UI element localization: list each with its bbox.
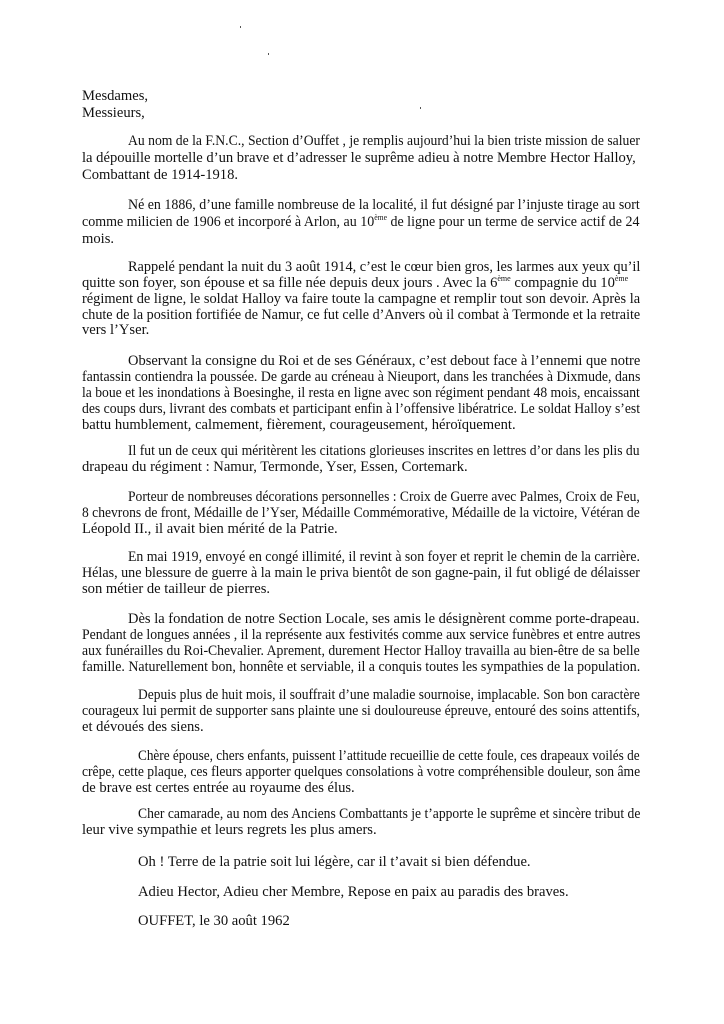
paragraph-line [128,197,640,214]
text-run: et dévoués des siens. [82,719,204,735]
text-run: drapeau du régiment : Namur, Termonde, Yser, Essen, Cortemark. [82,459,468,475]
text-run: Cher camarade, au nom des Anciens Combattants je t’apporte le suprême et sincère tribut de [138,806,641,822]
text-run: courageux lui permit de supporter sans plainte une si douloureuse épreuve, entouré des soins attentifs, [82,703,640,719]
paragraph-line [82,719,204,736]
text-run: Né en 1886, d’une famille nombreuse de la localité, il fut désigné par l’injuste tirage au sort [128,197,640,213]
text-run: 8 chevrons de front, Médaille de l’Yser, Médaille Commémorative, Médaille de la victoire, Vétéran de [82,505,640,521]
text-run: Hélas, une blessure de guerre à la main le priva bientôt de son gagne-pain, il fut obligé de délaisser [82,565,640,581]
text-run: compagnie du 10 [510,275,615,291]
text-run: comme milicien de 1906 et incorporé à Arlon, au 10 [82,214,375,230]
text-run: leur vive sympathie et leurs regrets les plus amers. [82,822,377,838]
text-run: crêpe, cette plaque, ces fleurs apporter quelques consolations à votre compréhensible douleur, son âme [82,764,641,780]
text-run: Dès la fondation de notre Section Locale, ses amis le désignèrent comme porte-drapeau. [128,611,640,627]
paragraph-line [82,401,640,418]
superscript: ème [374,213,387,222]
paragraph-line [82,307,640,324]
paragraph-line [128,489,640,506]
paragraph-line [82,565,640,582]
text-run: Depuis plus de huit mois, il souffrait d’une maladie sournoise, implacable. Son bon caractère [138,687,640,703]
text-run: Oh ! Terre de la patrie soit lui légère, car il t’avait si bien défendue. [138,854,531,870]
paragraph-line [82,214,640,231]
text-run: de ligne pour un terme de service actif de 24 [386,214,640,230]
paragraph-line [82,459,468,476]
text-run: quitte son foyer, son épouse et sa fille née depuis deux jours . Avec la 6 [82,275,498,291]
text-run: la boue et les inondations à Boesinghe, il resta en ligne avec son régiment pendant 48 mois, encaissant [82,385,640,401]
paragraph-line [128,549,640,566]
text-run: fantassin contiendra la poussée. De garde au créneau à Nieuport, dans les tranchées à Dixmude, dans [82,369,641,385]
paragraph-line [82,764,640,781]
text-run: Au nom de la F.N.C., Section d’Ouffet , je remplis aujourd’hui la bien triste mission de saluer [128,133,640,149]
text-run: régiment de ligne, le soldat Halloy va faire toute la campagne et remplir tout son devoir. Après la [82,291,641,307]
superscript: ème [497,274,511,283]
text-run: Adieu Hector, Adieu cher Membre, Repose en paix au paradis des braves. [138,884,569,900]
text-run: Porteur de nombreuses décorations personnelles : Croix de Guerre avec Palmes, Croix de Feu, [128,489,640,505]
scan-speck [268,53,269,55]
text-run: son métier de tailleur de pierres. [82,581,271,597]
text-run: Chère épouse, chers enfants, puissent l’attitude recueillie de cette foule, ces drapeaux voilés de [138,748,640,764]
paragraph-line [128,443,640,460]
text-run: famille. Naturellement bon, honnête et serviable, il a conquis toutes les sympathies de la population. [82,659,641,675]
text-run: aux funérailles du Roi-Chevalier. Aprement, durement Hector Halloy travailla au bien-être de sa belle [82,643,640,659]
paragraph-line [82,167,238,184]
paragraph-line [82,643,640,660]
paragraph-line [82,581,270,598]
paragraph-line [82,385,640,402]
text-run: Pendant de longues années , il la représente aux festivités comme aux service funèbres et entre autres [82,627,641,643]
text-run: Observant la consigne du Roi et de ses Généraux, c’est debout face à l’ennemi que notre [128,353,641,369]
paragraph-line [138,854,531,871]
paragraph-line [82,659,640,676]
paragraph-line [128,353,640,370]
paragraph-line [82,150,636,167]
text-run: mois. [82,231,115,247]
text-run: battu humblement, calmement, fièrement, courageusement, héroïquement. [82,417,516,433]
superscript: ème [614,274,629,283]
paragraph-line [82,521,338,538]
scan-speck [240,26,241,28]
paragraph-line [82,231,114,248]
text-run: de brave est certes entrée au royaume des élus. [82,780,355,796]
paragraph-line [82,369,640,386]
text-run: vers l’Yser. [82,322,150,338]
text-run: chute de la position fortifiée de Namur, ce fut celle d’Anvers où il combat à Termonde et la retraite [82,307,641,323]
paragraph-line [82,780,355,797]
paragraph-line [82,417,516,434]
text-run: En mai 1919, envoyé en congé illimité, il revint à son foyer et reprit le chemin de la carrière. [128,549,640,565]
paragraph-line [128,133,640,150]
paragraph-line [128,611,640,628]
paragraph-line [82,275,628,292]
paragraph-line [138,687,640,704]
text-run: Combattant de 1914-1918. [82,167,239,183]
paragraph-line [82,322,149,339]
closing-date-line: OUFFET, le 30 août 1962 [138,913,290,929]
text-run: Léopold II., il avait bien mérité de la Patrie. [82,521,338,537]
paragraph-line [82,822,377,839]
text-run: la dépouille mortelle d’un brave et d’adresser le suprême adieu à notre Membre Hector Halloy, [82,150,636,166]
paragraph-line [138,748,640,765]
paragraph-line [128,259,640,276]
paragraph-line [82,505,640,522]
scan-speck [420,107,421,109]
paragraph-line [82,703,640,720]
text-run: des coups durs, livrant des combats et participant enfin à l’offensive libératrice. Le soldat Halloy s’est [82,401,641,417]
salutation-line: Mesdames, [82,88,149,104]
paragraph-line [82,291,640,308]
text-run: Il fut un de ceux qui méritèrent les citations glorieuses inscrites en lettres d’or dans les plis du [128,443,640,459]
paragraph-line [138,884,569,901]
text-run: Rappelé pendant la nuit du 3 août 1914, c’est le cœur bien gros, les larmes aux yeux qu’il [128,259,641,275]
paragraph-line [138,806,640,823]
paragraph-line [82,627,640,644]
salutation-line: Messieurs, [82,105,145,121]
